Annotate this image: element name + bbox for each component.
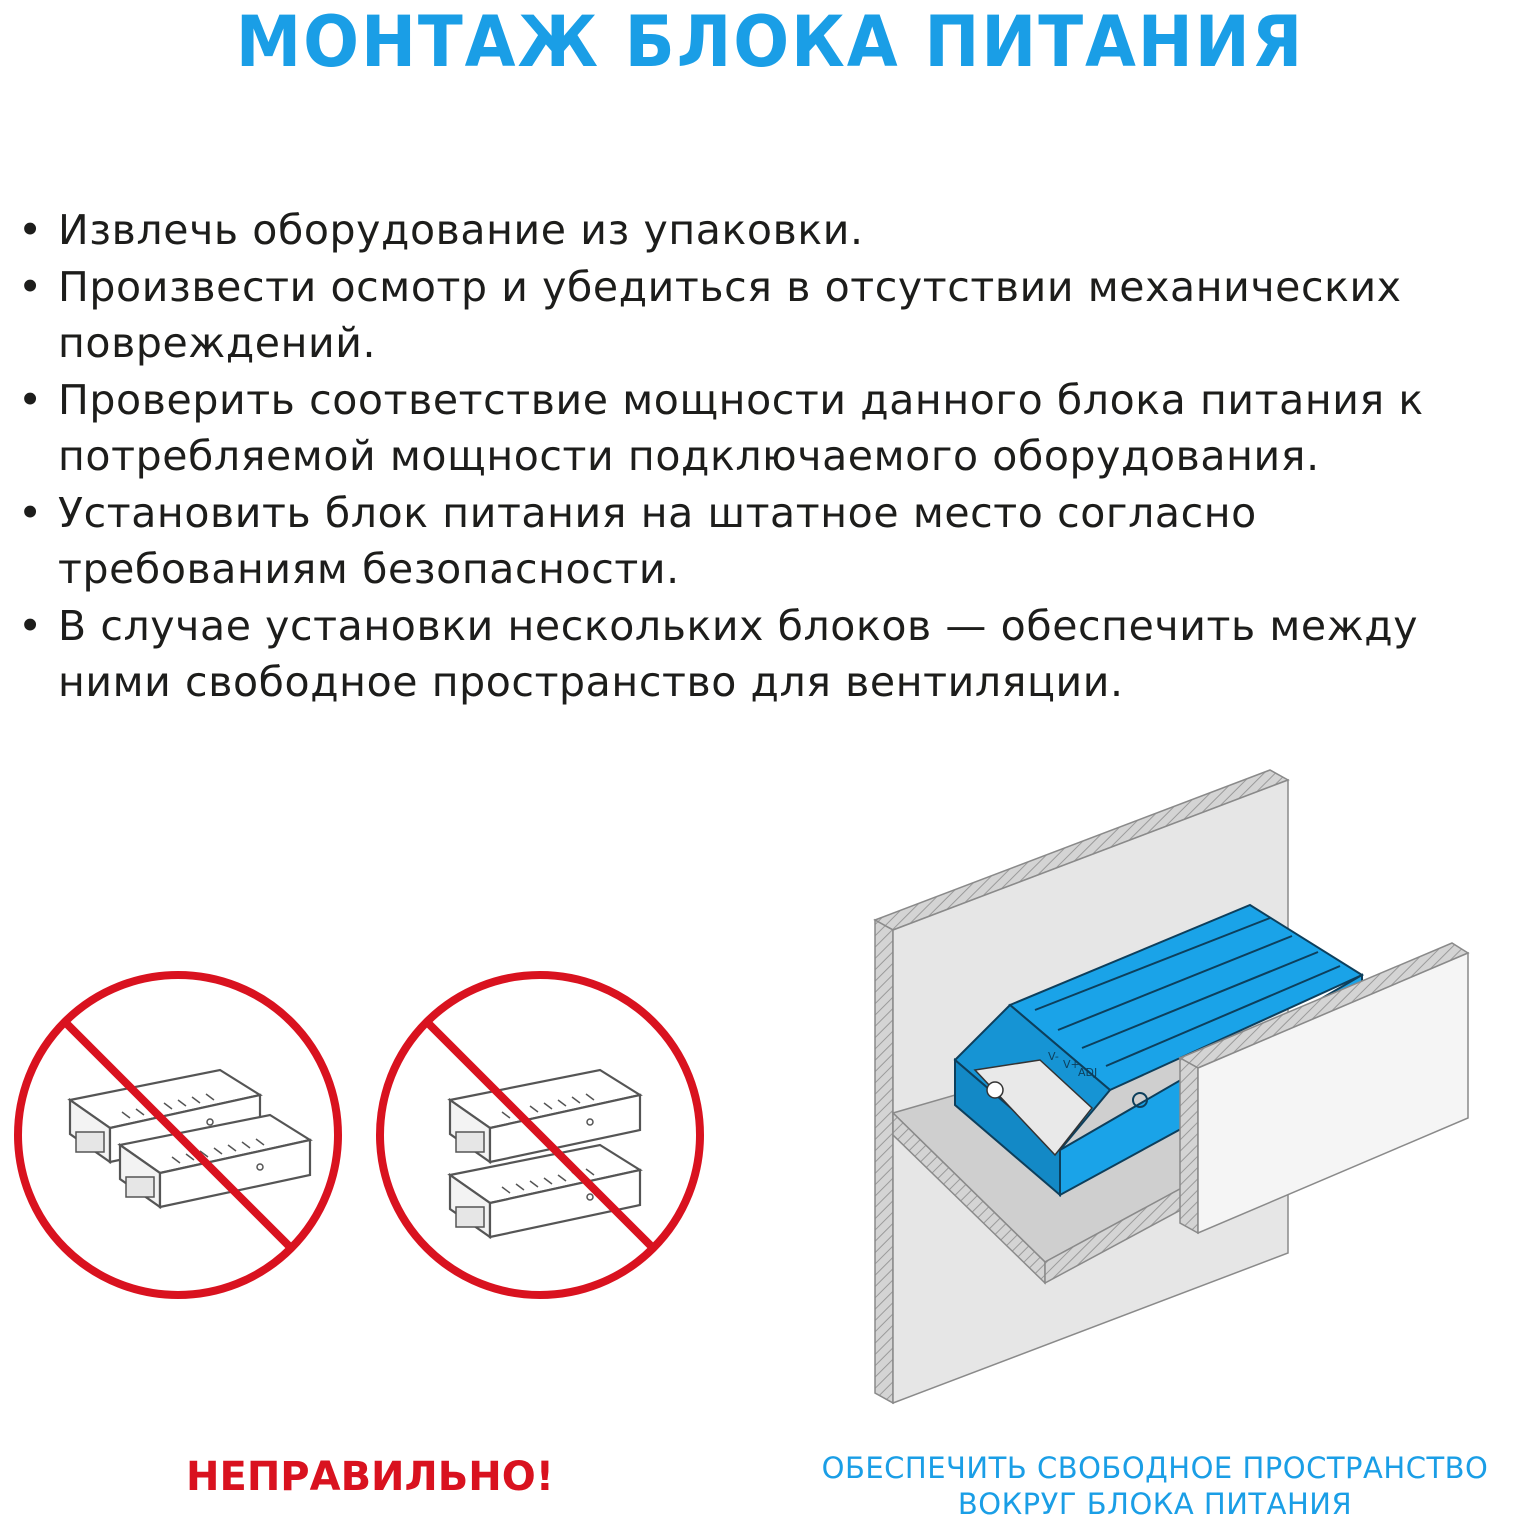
list-item-text: Установить блок питания на штатное место согласно требованиям безопасности. bbox=[58, 488, 1257, 593]
list-item bbox=[18, 485, 1538, 598]
bullet-glyph: • bbox=[18, 206, 43, 254]
list-item bbox=[18, 372, 1538, 485]
list-item bbox=[18, 598, 1538, 711]
list-item-text: Произвести осмотр и убедиться в отсутствии механических повреждений. bbox=[58, 262, 1402, 367]
list-item-text: Проверить соответствие мощности данного блока питания к потребляемой мощности подключаемого оборудования. bbox=[58, 375, 1424, 480]
bullet-glyph: • bbox=[18, 488, 43, 537]
page-title: МОНТАЖ БЛОКА ПИТАНИЯ bbox=[235, 1, 1305, 83]
list-item bbox=[18, 202, 1538, 259]
bullet-glyph: • bbox=[18, 601, 43, 650]
correct-installation-example bbox=[875, 770, 1468, 1403]
installation-illustration bbox=[0, 760, 1540, 1450]
prohibited-example-side-by-side bbox=[18, 975, 338, 1295]
list-item bbox=[18, 259, 1538, 372]
terminal-label: V+ bbox=[1063, 1058, 1080, 1071]
bullet-glyph: • bbox=[18, 262, 43, 311]
terminal-label: ADJ bbox=[1078, 1066, 1098, 1079]
list-item-text: В случае установки нескольких блоков — обеспечить между ними свободное пространство для вентиляции. bbox=[58, 601, 1419, 706]
correct-caption-line: ВОКРУГ БЛОКА ПИТАНИЯ bbox=[957, 1487, 1353, 1521]
correct-caption-line: ОБЕСПЕЧИТЬ СВОБОДНОЕ ПРОСТРАНСТВО bbox=[821, 1451, 1489, 1485]
instruction-list bbox=[18, 202, 1538, 711]
list-item-text: Извлечь оборудование из упаковки. bbox=[58, 206, 864, 254]
terminal-label: V- bbox=[1048, 1050, 1059, 1063]
bullet-glyph: • bbox=[18, 375, 43, 424]
prohibited-example-stacked bbox=[380, 975, 700, 1295]
correct-caption bbox=[770, 1450, 1540, 1522]
incorrect-label: НЕПРАВИЛЬНО! bbox=[186, 1454, 554, 1500]
